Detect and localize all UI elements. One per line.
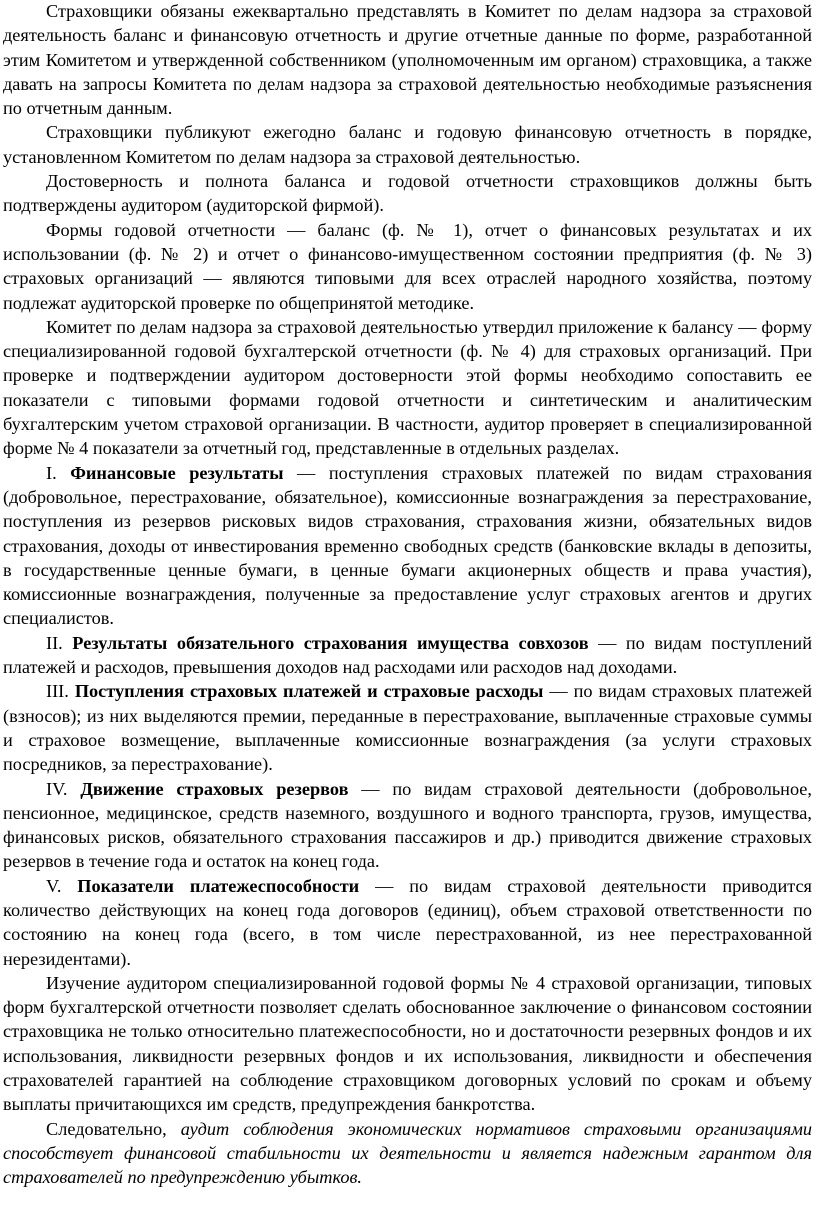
section-number: I. (46, 462, 71, 483)
section-text: — по видам страховых платежей (взносов); из них выделяются премии, переданные в перестрахование, выплаченные страховые суммы и страховое возмещение, выплаченные комиссионные вознаграждения (за услуги страховых посредников, за перестрахование). (3, 681, 812, 775)
paragraph-audit-conclusion: Изучение аудитором специализированной годовой формы № 4 страховой организации, типовых форм бухгалтерской отчетности позволяет сделать обоснованное заключение о финансовом состоянии страховщика не только относительно платежеспособности, но и достаточности резервных фондов и их использования, ликвидности резервных фондов и их использования, ликвидности и обеспечения страхователей гарантией на соблюдение страховщиком договорных условий по срокам и объему выплаты причитающихся им средств, предупреждения банкротства. (3, 972, 812, 1115)
section-number: V. (46, 875, 78, 896)
paragraph-final-statement (3, 1117, 812, 1190)
section-solvency (3, 874, 812, 971)
paragraph-auditor-confirmation: Достоверность и полнота баланса и годовой отчетности страховщиков должны быть подтверждены аудитором (аудиторской фирмой). (3, 171, 812, 216)
final-italic: аудит соблюдения экономических нормативов страховыми организациями способствует финансовой стабильности их деятельности и является надежным гарантом для страхователей по предупреждению убытков. (3, 1118, 812, 1188)
section-title: Движение страховых резервов (80, 778, 349, 799)
paragraph-reporting-obligations: Страховщики обязаны ежеквартально представлять в Комитет по делам надзора за страховой деятельность баланс и финансовую отчетность и другие отчетные данные по форме, разработанной этим Комитетом и утвержденной собственником (уполномоченным им органом) страховщика, а также давать на запросы Комитета по делам надзора за страховой деятельностью необходимые разъяснения по отчетным данным. (3, 1, 812, 119)
paragraph-annual-publication: Страховщики публикуют ежегодно баланс и годовую финансовую отчетность в порядке, установленном Комитетом по делам надзора за страховой деятельностью. (3, 122, 812, 167)
section-text: — по видам страховой деятельности (добровольное, пенсионное, медицинское, средств наземного, воздушного и водного транспорта, грузов, имущества, финансовых рисков, обязательного страхования пассажиров и др.) приводится движение страховых резервов в течение года и остаток на конец года. (3, 778, 812, 872)
paragraph-annual-forms: Формы годовой отчетности — баланс (ф. № 1), отчет о финансовых результатах и их использовании (ф. № 2) и отчет о финансово-имущественном состоянии предприятия (ф. № 3) страховых организаций — являются типовыми для всех отраслей народного хозяйства, поэтому подлежат аудиторской проверке по общепринятой методике. (3, 219, 812, 313)
section-mandatory-insurance (3, 631, 812, 680)
paragraph-form-4: Комитет по делам надзора за страховой деятельностью утвердил приложение к балансу — форму специализированной годовой бухгалтерской отчетности (ф. № 4) для страховых организаций. При проверке и подтверждении аудитором достоверности этой формы необходимо сопоставить ее показатели с типовыми формами годовой отчетности и синтетическим и аналитическим бухгалтерским учетом страховой организации. В частности, аудитор проверяет в специализированной форме № 4 показатели за отчетный год, представленные в отдельных разделах. (3, 316, 812, 459)
section-reserves-movement (3, 777, 812, 874)
section-title: Финансовые результаты (70, 462, 284, 483)
section-payments-expenses (3, 679, 812, 776)
section-title: Поступления страховых платежей и страховые расходы (74, 681, 544, 702)
section-number: IV. (46, 778, 81, 799)
section-financial-results (3, 461, 812, 631)
section-text: — поступления страховых платежей по видам страхования (добровольное, перестрахование, обязательное), комиссионные вознаграждения за перестрахование, поступления из резервов рисковых видов страхования, страхования жизни, обязательных видов страхования, доходы от инвестирования временно свободных средств (банковские вклады в депозиты, в государственные ценные бумаги, в ценные бумаги акционерных обществ и права участия), комиссионные вознаграждения, полученные за предоставление услуг страховых агентов и других специалистов. (3, 462, 812, 629)
section-text: — по видам поступлений платежей и расходов, превышения доходов над расходами или расходов над доходами. (3, 632, 812, 678)
section-number: III. (46, 681, 75, 702)
section-title: Показатели платежеспособности (77, 875, 360, 896)
section-text: — по видам страховой деятельности приводится количество действующих на конец года договоров (единиц), объем страховой ответственности по состоянию на конец года (всего, в том числе перестрахованной, из нее перестрахованной нерезидентами). (3, 875, 812, 969)
section-number: II. (46, 632, 73, 653)
section-title: Результаты обязательного страхования имущества совхозов (72, 632, 589, 653)
final-lead: Следовательно, (46, 1118, 181, 1139)
